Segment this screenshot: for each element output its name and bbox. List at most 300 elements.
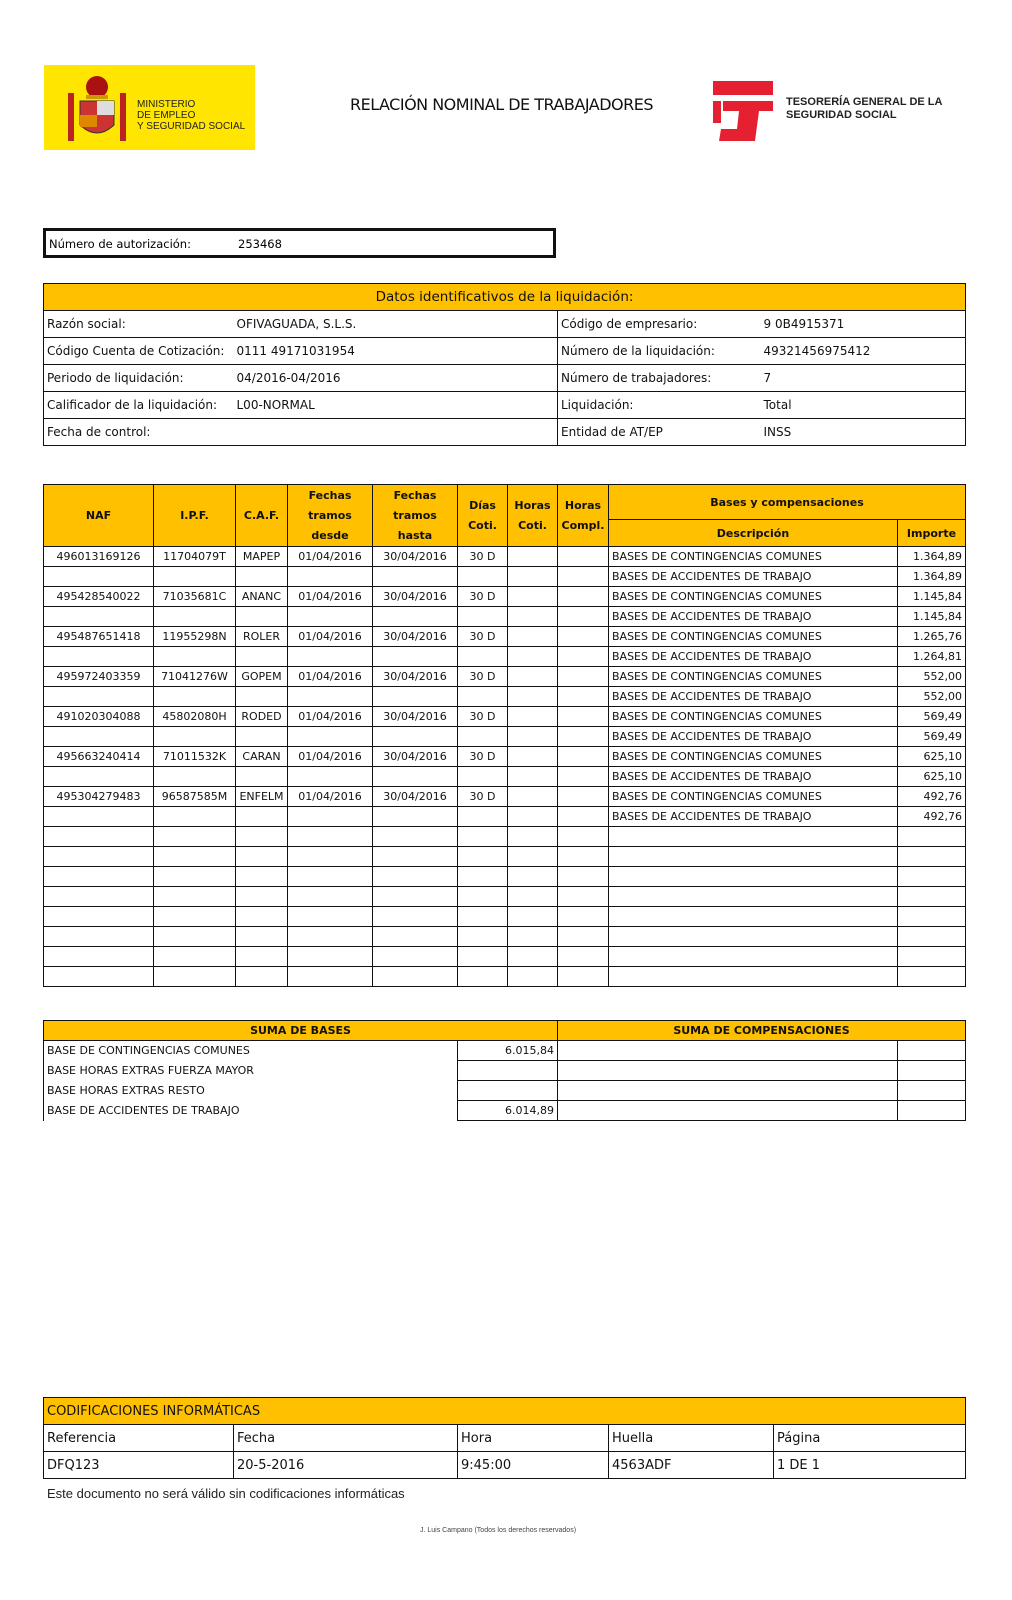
cell-horas-compl bbox=[558, 907, 609, 927]
validity-note: Este documento no será válido sin codificaciones informáticas bbox=[47, 1486, 405, 1501]
cell-hasta: 30/04/2016 bbox=[373, 747, 458, 767]
cell-importe: 569,49 bbox=[898, 707, 966, 727]
cell-horas-coti bbox=[508, 767, 558, 787]
cell-desde: 01/04/2016 bbox=[288, 747, 373, 767]
cell-hasta bbox=[373, 887, 458, 907]
cell-horas-compl bbox=[558, 627, 609, 647]
cell-ipf bbox=[154, 927, 236, 947]
cell-naf: 496013169126 bbox=[44, 547, 154, 567]
cell-desde bbox=[288, 647, 373, 667]
total-label: BASE DE ACCIDENTES DE TRABAJO bbox=[44, 1101, 458, 1121]
identification-row bbox=[44, 365, 966, 392]
cell-hasta bbox=[373, 927, 458, 947]
cell-hasta bbox=[373, 687, 458, 707]
cell-naf: 491020304088 bbox=[44, 707, 154, 727]
cell-naf: 495663240414 bbox=[44, 747, 154, 767]
cell-desde bbox=[288, 567, 373, 587]
cell-dias bbox=[458, 607, 508, 627]
cell-caf bbox=[236, 727, 288, 747]
cell-importe: 1.145,84 bbox=[898, 607, 966, 627]
header-importe: Importe bbox=[898, 520, 966, 547]
cell-ipf bbox=[154, 567, 236, 587]
table-row bbox=[44, 627, 966, 647]
cell-horas-coti bbox=[508, 687, 558, 707]
header-naf: NAF bbox=[44, 485, 154, 547]
cell-desde: 01/04/2016 bbox=[288, 627, 373, 647]
total-value: 6.015,84 bbox=[458, 1041, 558, 1061]
cell-hasta bbox=[373, 727, 458, 747]
cell-horas-coti bbox=[508, 567, 558, 587]
field-value: 9 0B4915371 bbox=[761, 311, 966, 338]
header-desde: Fechas tramos desde bbox=[288, 485, 373, 547]
cell-ipf bbox=[154, 947, 236, 967]
codif-header: Página bbox=[774, 1425, 966, 1452]
codif-title: CODIFICACIONES INFORMÁTICAS bbox=[44, 1398, 966, 1425]
cell-importe bbox=[898, 967, 966, 987]
cell-desde: 01/04/2016 bbox=[288, 587, 373, 607]
cell-caf bbox=[236, 567, 288, 587]
table-row bbox=[44, 947, 966, 967]
cell-descripcion bbox=[609, 907, 898, 927]
cell-hasta: 30/04/2016 bbox=[373, 707, 458, 727]
total-label: BASE DE CONTINGENCIAS COMUNES bbox=[44, 1041, 458, 1061]
cell-dias bbox=[458, 687, 508, 707]
field-value: 04/2016-04/2016 bbox=[234, 365, 558, 392]
cell-horas-compl bbox=[558, 887, 609, 907]
cell-dias bbox=[458, 807, 508, 827]
table-row bbox=[44, 887, 966, 907]
field-value: 0111 49171031954 bbox=[234, 338, 558, 365]
cell-dias bbox=[458, 847, 508, 867]
cell-hasta bbox=[373, 647, 458, 667]
cell-horas-coti bbox=[508, 647, 558, 667]
cell-desde: 01/04/2016 bbox=[288, 707, 373, 727]
codif-value: 20-5-2016 bbox=[234, 1452, 458, 1479]
codif-header: Huella bbox=[609, 1425, 774, 1452]
cell-importe bbox=[898, 927, 966, 947]
table-row bbox=[44, 807, 966, 827]
cell-desde bbox=[288, 947, 373, 967]
cell-dias: 30 D bbox=[458, 747, 508, 767]
cell-descripcion bbox=[609, 887, 898, 907]
cell-hasta bbox=[373, 847, 458, 867]
codif-header: Fecha bbox=[234, 1425, 458, 1452]
header-horas-compl: Horas Compl. bbox=[558, 485, 609, 547]
field-label: Fecha de control: bbox=[44, 419, 234, 446]
table-row bbox=[44, 747, 966, 767]
cell-naf bbox=[44, 827, 154, 847]
cell-naf bbox=[44, 887, 154, 907]
field-value: INSS bbox=[761, 419, 966, 446]
cell-ipf: 11704079T bbox=[154, 547, 236, 567]
cell-naf bbox=[44, 847, 154, 867]
cell-caf bbox=[236, 687, 288, 707]
field-value bbox=[234, 419, 558, 446]
cell-importe bbox=[898, 867, 966, 887]
cell-desde bbox=[288, 807, 373, 827]
cell-descripcion: BASES DE ACCIDENTES DE TRABAJO bbox=[609, 567, 898, 587]
identification-title: Datos identificativos de la liquidación: bbox=[44, 284, 966, 311]
comp-value bbox=[898, 1061, 966, 1081]
authorization-value: 253468 bbox=[238, 237, 282, 251]
cell-horas-coti bbox=[508, 747, 558, 767]
cell-hasta: 30/04/2016 bbox=[373, 627, 458, 647]
table-row bbox=[44, 667, 966, 687]
cell-hasta bbox=[373, 807, 458, 827]
cell-horas-coti bbox=[508, 867, 558, 887]
table-row bbox=[44, 967, 966, 987]
header-ipf: I.P.F. bbox=[154, 485, 236, 547]
cell-naf bbox=[44, 867, 154, 887]
field-label: Código de empresario: bbox=[558, 311, 761, 338]
totals-row bbox=[44, 1081, 966, 1101]
cell-dias: 30 D bbox=[458, 547, 508, 567]
field-label: Número de la liquidación: bbox=[558, 338, 761, 365]
cell-descripcion bbox=[609, 947, 898, 967]
cell-desde: 01/04/2016 bbox=[288, 667, 373, 687]
tgss-logo-icon bbox=[713, 81, 775, 141]
cell-ipf bbox=[154, 867, 236, 887]
cell-naf: 495428540022 bbox=[44, 587, 154, 607]
cell-naf bbox=[44, 947, 154, 967]
cell-naf: 495304279483 bbox=[44, 787, 154, 807]
field-label: Código Cuenta de Cotización: bbox=[44, 338, 234, 365]
cell-horas-compl bbox=[558, 867, 609, 887]
field-value: L00-NORMAL bbox=[234, 392, 558, 419]
cell-horas-compl bbox=[558, 787, 609, 807]
table-row bbox=[44, 907, 966, 927]
cell-horas-coti bbox=[508, 587, 558, 607]
cell-dias bbox=[458, 887, 508, 907]
comp-label bbox=[558, 1061, 898, 1081]
cell-naf bbox=[44, 767, 154, 787]
header-dias: Días Coti. bbox=[458, 485, 508, 547]
cell-horas-compl bbox=[558, 707, 609, 727]
codif-value: 4563ADF bbox=[609, 1452, 774, 1479]
header-horas-coti: Horas Coti. bbox=[508, 485, 558, 547]
cell-ipf bbox=[154, 847, 236, 867]
cell-naf bbox=[44, 967, 154, 987]
cell-horas-compl bbox=[558, 847, 609, 867]
cell-naf: 495972403359 bbox=[44, 667, 154, 687]
cell-descripcion bbox=[609, 827, 898, 847]
cell-ipf bbox=[154, 967, 236, 987]
cell-caf: GOPEM bbox=[236, 667, 288, 687]
cell-horas-compl bbox=[558, 667, 609, 687]
cell-horas-compl bbox=[558, 547, 609, 567]
totals-table bbox=[43, 1020, 966, 1121]
cell-caf bbox=[236, 827, 288, 847]
cell-horas-coti bbox=[508, 967, 558, 987]
cell-caf bbox=[236, 887, 288, 907]
cell-descripcion: BASES DE CONTINGENCIAS COMUNES bbox=[609, 587, 898, 607]
cell-importe bbox=[898, 827, 966, 847]
tgss-line: SEGURIDAD SOCIAL bbox=[786, 109, 897, 121]
cell-dias bbox=[458, 967, 508, 987]
ministry-line: Y SEGURIDAD SOCIAL bbox=[137, 121, 246, 132]
cell-ipf: 71041276W bbox=[154, 667, 236, 687]
comp-label bbox=[558, 1081, 898, 1101]
cell-ipf bbox=[154, 887, 236, 907]
field-label: Liquidación: bbox=[558, 392, 761, 419]
identification-row bbox=[44, 392, 966, 419]
cell-hasta bbox=[373, 867, 458, 887]
cell-caf: RODED bbox=[236, 707, 288, 727]
cell-desde: 01/04/2016 bbox=[288, 787, 373, 807]
cell-horas-coti bbox=[508, 727, 558, 747]
cell-dias: 30 D bbox=[458, 667, 508, 687]
cell-ipf bbox=[154, 767, 236, 787]
cell-dias: 30 D bbox=[458, 587, 508, 607]
cell-horas-coti bbox=[508, 907, 558, 927]
cell-caf bbox=[236, 907, 288, 927]
cell-caf: ANANC bbox=[236, 587, 288, 607]
cell-horas-coti bbox=[508, 707, 558, 727]
cell-descripcion: BASES DE CONTINGENCIAS COMUNES bbox=[609, 547, 898, 567]
cell-caf bbox=[236, 807, 288, 827]
cell-importe: 1.364,89 bbox=[898, 547, 966, 567]
total-value bbox=[458, 1081, 558, 1101]
cell-desde bbox=[288, 907, 373, 927]
comp-value bbox=[898, 1081, 966, 1101]
codif-table bbox=[43, 1397, 966, 1479]
table-row bbox=[44, 767, 966, 787]
cell-hasta bbox=[373, 767, 458, 787]
cell-ipf bbox=[154, 687, 236, 707]
cell-hasta bbox=[373, 967, 458, 987]
cell-hasta bbox=[373, 607, 458, 627]
cell-dias bbox=[458, 947, 508, 967]
cell-descripcion: BASES DE CONTINGENCIAS COMUNES bbox=[609, 707, 898, 727]
identification-row bbox=[44, 311, 966, 338]
cell-horas-coti bbox=[508, 887, 558, 907]
cell-desde bbox=[288, 967, 373, 987]
identification-table bbox=[43, 283, 966, 446]
ministry-logo bbox=[44, 65, 255, 150]
cell-ipf: 71011532K bbox=[154, 747, 236, 767]
field-value: OFIVAGUADA, S.L.S. bbox=[234, 311, 558, 338]
cell-descripcion: BASES DE CONTINGENCIAS COMUNES bbox=[609, 787, 898, 807]
cell-caf bbox=[236, 607, 288, 627]
tgss-line: TESORERÍA GENERAL DE LA bbox=[786, 96, 943, 108]
cell-desde bbox=[288, 727, 373, 747]
table-row bbox=[44, 607, 966, 627]
cell-desde bbox=[288, 847, 373, 867]
codif-value: 9:45:00 bbox=[458, 1452, 609, 1479]
cell-importe: 625,10 bbox=[898, 767, 966, 787]
codif-header: Hora bbox=[458, 1425, 609, 1452]
totals-row bbox=[44, 1101, 966, 1121]
cell-caf bbox=[236, 767, 288, 787]
cell-caf bbox=[236, 847, 288, 867]
cell-horas-coti bbox=[508, 947, 558, 967]
cell-ipf bbox=[154, 807, 236, 827]
cell-hasta: 30/04/2016 bbox=[373, 587, 458, 607]
cell-horas-compl bbox=[558, 947, 609, 967]
cell-importe: 492,76 bbox=[898, 807, 966, 827]
tgss-text bbox=[786, 96, 942, 122]
cell-naf bbox=[44, 647, 154, 667]
cell-hasta: 30/04/2016 bbox=[373, 667, 458, 687]
cell-horas-compl bbox=[558, 807, 609, 827]
cell-caf bbox=[236, 927, 288, 947]
cell-dias bbox=[458, 727, 508, 747]
cell-dias: 30 D bbox=[458, 787, 508, 807]
cell-ipf: 71035681C bbox=[154, 587, 236, 607]
cell-descripcion: BASES DE CONTINGENCIAS COMUNES bbox=[609, 747, 898, 767]
table-row bbox=[44, 727, 966, 747]
codif-header: Referencia bbox=[44, 1425, 234, 1452]
total-value bbox=[458, 1061, 558, 1081]
cell-horas-compl bbox=[558, 927, 609, 947]
cell-naf bbox=[44, 727, 154, 747]
field-label: Calificador de la liquidación: bbox=[44, 392, 234, 419]
totals-row bbox=[44, 1041, 966, 1061]
field-label: Número de trabajadores: bbox=[558, 365, 761, 392]
cell-dias bbox=[458, 907, 508, 927]
cell-desde bbox=[288, 767, 373, 787]
cell-naf bbox=[44, 687, 154, 707]
table-row bbox=[44, 587, 966, 607]
table-row bbox=[44, 847, 966, 867]
codif-value: 1 DE 1 bbox=[774, 1452, 966, 1479]
codif-value: DFQ123 bbox=[44, 1452, 234, 1479]
comp-value bbox=[898, 1101, 966, 1121]
coat-of-arms-icon bbox=[62, 71, 132, 151]
field-label: Razón social: bbox=[44, 311, 234, 338]
cell-dias bbox=[458, 647, 508, 667]
cell-importe bbox=[898, 947, 966, 967]
ministry-line: DE EMPLEO bbox=[137, 110, 196, 121]
cell-ipf bbox=[154, 647, 236, 667]
field-value: Total bbox=[761, 392, 966, 419]
cell-ipf: 11955298N bbox=[154, 627, 236, 647]
table-row bbox=[44, 687, 966, 707]
cell-horas-compl bbox=[558, 767, 609, 787]
cell-descripcion: BASES DE ACCIDENTES DE TRABAJO bbox=[609, 607, 898, 627]
table-row bbox=[44, 867, 966, 887]
cell-naf bbox=[44, 567, 154, 587]
cell-descripcion: BASES DE ACCIDENTES DE TRABAJO bbox=[609, 647, 898, 667]
comp-value bbox=[898, 1041, 966, 1061]
cell-dias bbox=[458, 767, 508, 787]
cell-horas-coti bbox=[508, 667, 558, 687]
table-row bbox=[44, 787, 966, 807]
cell-descripcion: BASES DE ACCIDENTES DE TRABAJO bbox=[609, 807, 898, 827]
field-label: Entidad de AT/EP bbox=[558, 419, 761, 446]
cell-descripcion bbox=[609, 927, 898, 947]
cell-caf: ENFELM bbox=[236, 787, 288, 807]
table-row bbox=[44, 567, 966, 587]
codif-row bbox=[44, 1452, 966, 1479]
cell-hasta: 30/04/2016 bbox=[373, 787, 458, 807]
cell-horas-compl bbox=[558, 827, 609, 847]
table-row bbox=[44, 707, 966, 727]
cell-hasta bbox=[373, 827, 458, 847]
cell-horas-compl bbox=[558, 607, 609, 627]
table-row bbox=[44, 927, 966, 947]
cell-naf bbox=[44, 927, 154, 947]
cell-desde: 01/04/2016 bbox=[288, 547, 373, 567]
cell-hasta bbox=[373, 947, 458, 967]
cell-descripcion bbox=[609, 847, 898, 867]
cell-ipf: 45802080H bbox=[154, 707, 236, 727]
cell-horas-coti bbox=[508, 807, 558, 827]
cell-ipf bbox=[154, 907, 236, 927]
cell-naf bbox=[44, 807, 154, 827]
field-label: Periodo de liquidación: bbox=[44, 365, 234, 392]
cell-descripcion bbox=[609, 967, 898, 987]
cell-desde bbox=[288, 927, 373, 947]
page-title: RELACIÓN NOMINAL DE TRABAJADORES bbox=[350, 95, 654, 114]
cell-importe: 1.364,89 bbox=[898, 567, 966, 587]
table-row bbox=[44, 827, 966, 847]
cell-naf: 495487651418 bbox=[44, 627, 154, 647]
cell-dias bbox=[458, 567, 508, 587]
comp-label bbox=[558, 1041, 898, 1061]
totals-row bbox=[44, 1061, 966, 1081]
cell-importe: 1.265,76 bbox=[898, 627, 966, 647]
total-label: BASE HORAS EXTRAS FUERZA MAYOR bbox=[44, 1061, 458, 1081]
cell-descripcion: BASES DE ACCIDENTES DE TRABAJO bbox=[609, 687, 898, 707]
authorization-label: Número de autorización: bbox=[49, 237, 191, 251]
cell-naf bbox=[44, 607, 154, 627]
cell-horas-coti bbox=[508, 847, 558, 867]
comp-label bbox=[558, 1101, 898, 1121]
field-value: 49321456975412 bbox=[761, 338, 966, 365]
sum-bases-title: SUMA DE BASES bbox=[44, 1021, 558, 1041]
cell-naf bbox=[44, 907, 154, 927]
cell-desde bbox=[288, 867, 373, 887]
cell-ipf: 96587585M bbox=[154, 787, 236, 807]
cell-descripcion: BASES DE CONTINGENCIAS COMUNES bbox=[609, 667, 898, 687]
cell-horas-compl bbox=[558, 687, 609, 707]
cell-importe: 552,00 bbox=[898, 667, 966, 687]
cell-hasta bbox=[373, 907, 458, 927]
table-row bbox=[44, 547, 966, 567]
header-descripcion: Descripción bbox=[609, 520, 898, 547]
cell-horas-coti bbox=[508, 787, 558, 807]
identification-row bbox=[44, 338, 966, 365]
field-value: 7 bbox=[761, 365, 966, 392]
cell-horas-compl bbox=[558, 587, 609, 607]
cell-importe: 1.145,84 bbox=[898, 587, 966, 607]
cell-horas-compl bbox=[558, 567, 609, 587]
cell-descripcion: BASES DE ACCIDENTES DE TRABAJO bbox=[609, 767, 898, 787]
cell-dias bbox=[458, 927, 508, 947]
authorization-box bbox=[43, 228, 556, 258]
cell-horas-coti bbox=[508, 827, 558, 847]
cell-caf: MAPEP bbox=[236, 547, 288, 567]
cell-caf: ROLER bbox=[236, 627, 288, 647]
cell-horas-compl bbox=[558, 727, 609, 747]
cell-importe bbox=[898, 907, 966, 927]
identification-row bbox=[44, 419, 966, 446]
cell-desde bbox=[288, 607, 373, 627]
cell-ipf bbox=[154, 607, 236, 627]
cell-importe: 569,49 bbox=[898, 727, 966, 747]
table-row bbox=[44, 647, 966, 667]
cell-desde bbox=[288, 887, 373, 907]
cell-descripcion: BASES DE CONTINGENCIAS COMUNES bbox=[609, 627, 898, 647]
sum-comp-title: SUMA DE COMPENSACIONES bbox=[558, 1021, 966, 1041]
cell-hasta bbox=[373, 567, 458, 587]
cell-importe: 1.264,81 bbox=[898, 647, 966, 667]
copyright: J. Luis Campano (Todos los derechos reservados) bbox=[420, 1527, 577, 1534]
cell-horas-compl bbox=[558, 747, 609, 767]
header-hasta: Fechas tramos hasta bbox=[373, 485, 458, 547]
cell-desde bbox=[288, 687, 373, 707]
